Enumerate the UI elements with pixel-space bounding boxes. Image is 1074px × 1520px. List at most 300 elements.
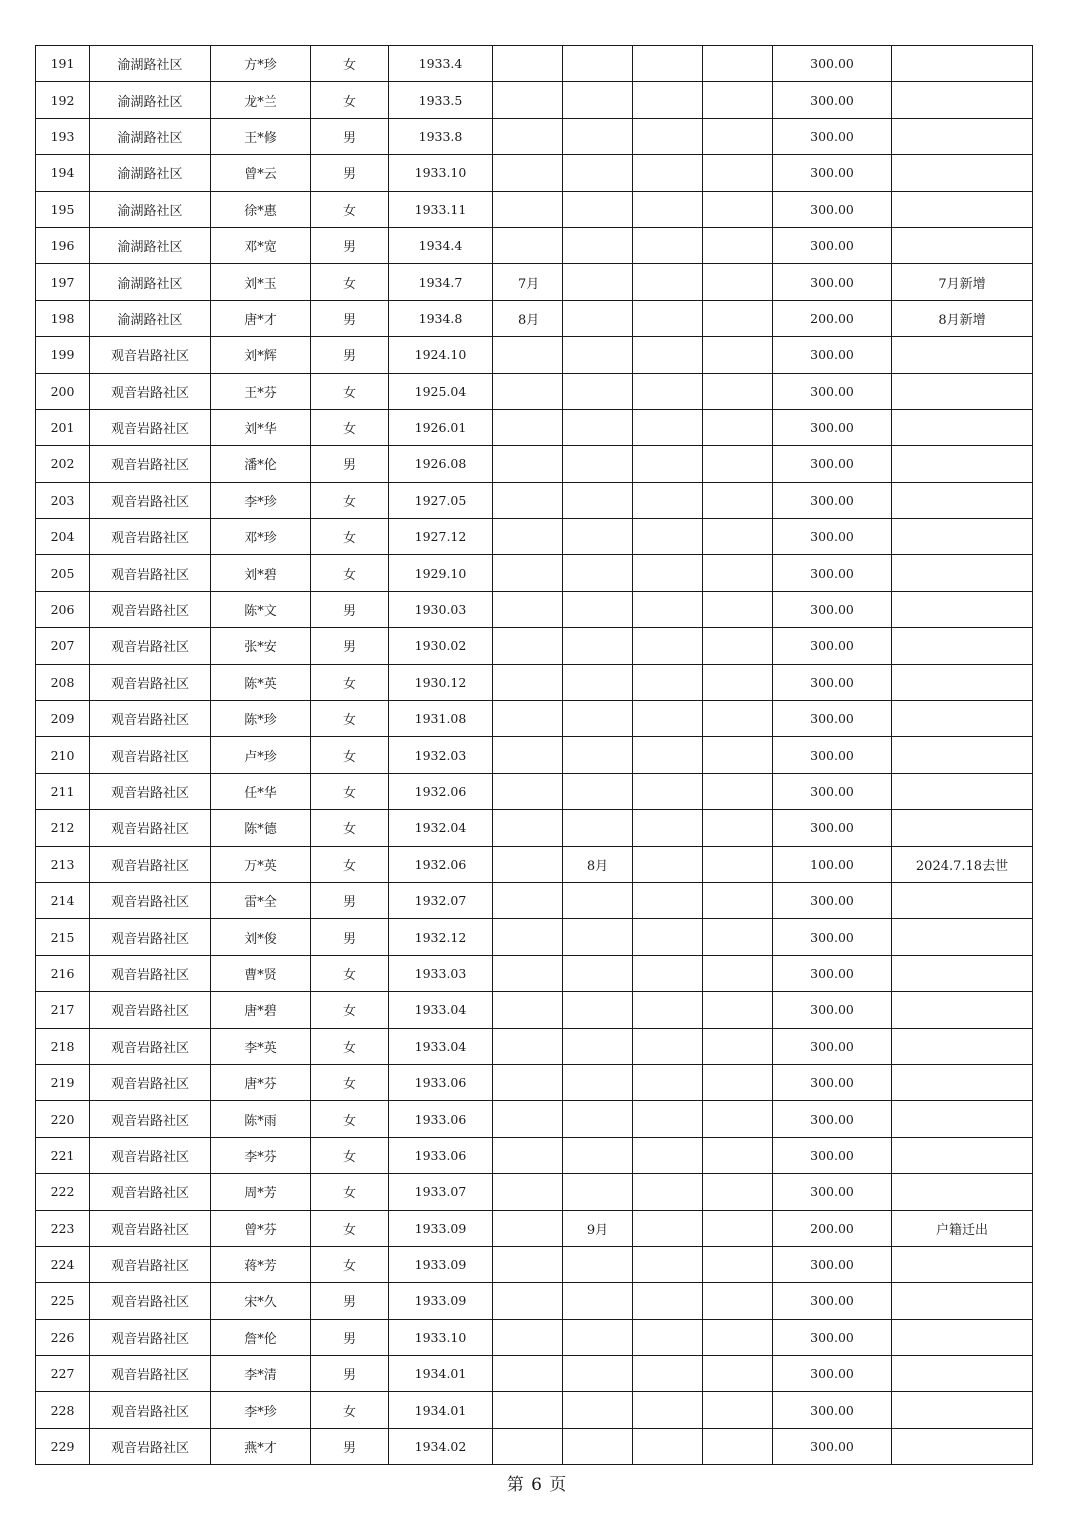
community-cell: 渝湖路社区 bbox=[90, 155, 211, 191]
table-row bbox=[36, 1392, 1033, 1428]
month-column-4-cell bbox=[703, 664, 773, 700]
gender-cell: 女 bbox=[311, 46, 389, 82]
community-cell: 观音岩路社区 bbox=[90, 664, 211, 700]
month-column-1-cell bbox=[493, 1137, 563, 1173]
birth-date-cell: 1934.02 bbox=[389, 1428, 493, 1464]
month-column-2-cell bbox=[563, 810, 633, 846]
month-column-3-cell bbox=[633, 227, 703, 263]
gender-cell: 女 bbox=[311, 1064, 389, 1100]
gender-cell: 女 bbox=[311, 264, 389, 300]
birth-date-cell: 1934.01 bbox=[389, 1356, 493, 1392]
month-column-4-cell bbox=[703, 264, 773, 300]
birth-date-cell: 1934.8 bbox=[389, 300, 493, 336]
table-row bbox=[36, 191, 1033, 227]
gender-cell: 男 bbox=[311, 337, 389, 373]
month-column-1-cell bbox=[493, 446, 563, 482]
remark-cell bbox=[892, 882, 1033, 918]
month-column-1-cell bbox=[493, 846, 563, 882]
month-column-4-cell bbox=[703, 409, 773, 445]
month-column-1-cell bbox=[493, 1028, 563, 1064]
month-column-3-cell bbox=[633, 1428, 703, 1464]
birth-date-cell: 1931.08 bbox=[389, 701, 493, 737]
gender-cell: 男 bbox=[311, 628, 389, 664]
community-cell: 渝湖路社区 bbox=[90, 46, 211, 82]
month-column-4-cell bbox=[703, 337, 773, 373]
birth-date-cell: 1933.07 bbox=[389, 1174, 493, 1210]
month-column-4-cell bbox=[703, 555, 773, 591]
month-column-2-cell bbox=[563, 882, 633, 918]
month-column-2-cell bbox=[563, 1064, 633, 1100]
month-column-1-cell bbox=[493, 46, 563, 82]
amount-cell: 300.00 bbox=[773, 1283, 892, 1319]
month-column-1-cell bbox=[493, 1428, 563, 1464]
table-row bbox=[36, 409, 1033, 445]
table-row bbox=[36, 955, 1033, 991]
serial-number-cell: 200 bbox=[36, 373, 90, 409]
table-body bbox=[36, 46, 1033, 1465]
month-column-2-cell bbox=[563, 155, 633, 191]
table-row bbox=[36, 1137, 1033, 1173]
community-cell: 观音岩路社区 bbox=[90, 1101, 211, 1137]
month-column-2-cell bbox=[563, 1246, 633, 1282]
serial-number-cell: 217 bbox=[36, 992, 90, 1028]
month-column-3-cell bbox=[633, 846, 703, 882]
month-column-2-cell bbox=[563, 409, 633, 445]
serial-number-cell: 194 bbox=[36, 155, 90, 191]
remark-cell: 7月新增 bbox=[892, 264, 1033, 300]
table-row bbox=[36, 664, 1033, 700]
serial-number-cell: 228 bbox=[36, 1392, 90, 1428]
month-column-1-cell bbox=[493, 1101, 563, 1137]
remark-cell bbox=[892, 118, 1033, 154]
birth-date-cell: 1924.10 bbox=[389, 337, 493, 373]
month-column-3-cell bbox=[633, 1392, 703, 1428]
remark-cell bbox=[892, 628, 1033, 664]
remark-cell bbox=[892, 1101, 1033, 1137]
serial-number-cell: 191 bbox=[36, 46, 90, 82]
month-column-1-cell bbox=[493, 1356, 563, 1392]
serial-number-cell: 208 bbox=[36, 664, 90, 700]
birth-date-cell: 1927.12 bbox=[389, 519, 493, 555]
gender-cell: 男 bbox=[311, 155, 389, 191]
remark-cell bbox=[892, 1064, 1033, 1100]
community-cell: 观音岩路社区 bbox=[90, 955, 211, 991]
amount-cell: 300.00 bbox=[773, 701, 892, 737]
name-cell: 雷*全 bbox=[211, 882, 311, 918]
gender-cell: 女 bbox=[311, 955, 389, 991]
table-row bbox=[36, 1283, 1033, 1319]
month-column-4-cell bbox=[703, 191, 773, 227]
amount-cell: 200.00 bbox=[773, 1210, 892, 1246]
month-column-4-cell bbox=[703, 1028, 773, 1064]
month-column-2-cell: 9月 bbox=[563, 1210, 633, 1246]
amount-cell: 300.00 bbox=[773, 446, 892, 482]
month-column-3-cell bbox=[633, 1283, 703, 1319]
month-column-3-cell bbox=[633, 264, 703, 300]
month-column-3-cell bbox=[633, 118, 703, 154]
month-column-2-cell bbox=[563, 591, 633, 627]
community-cell: 观音岩路社区 bbox=[90, 555, 211, 591]
table-row bbox=[36, 482, 1033, 518]
serial-number-cell: 212 bbox=[36, 810, 90, 846]
serial-number-cell: 214 bbox=[36, 882, 90, 918]
gender-cell: 女 bbox=[311, 810, 389, 846]
month-column-2-cell bbox=[563, 446, 633, 482]
gender-cell: 女 bbox=[311, 555, 389, 591]
birth-date-cell: 1933.06 bbox=[389, 1137, 493, 1173]
month-column-1-cell bbox=[493, 1246, 563, 1282]
serial-number-cell: 219 bbox=[36, 1064, 90, 1100]
month-column-4-cell bbox=[703, 919, 773, 955]
gender-cell: 男 bbox=[311, 919, 389, 955]
gender-cell: 男 bbox=[311, 1356, 389, 1392]
table-row bbox=[36, 555, 1033, 591]
month-column-3-cell bbox=[633, 446, 703, 482]
amount-cell: 300.00 bbox=[773, 1246, 892, 1282]
birth-date-cell: 1930.12 bbox=[389, 664, 493, 700]
name-cell: 张*安 bbox=[211, 628, 311, 664]
amount-cell: 300.00 bbox=[773, 409, 892, 445]
page-number: 第 6 页 bbox=[506, 1475, 568, 1495]
remark-cell bbox=[892, 373, 1033, 409]
amount-cell: 300.00 bbox=[773, 1392, 892, 1428]
table-row bbox=[36, 810, 1033, 846]
month-column-4-cell bbox=[703, 1392, 773, 1428]
birth-date-cell: 1932.06 bbox=[389, 773, 493, 809]
remark-cell bbox=[892, 701, 1033, 737]
gender-cell: 女 bbox=[311, 1028, 389, 1064]
amount-cell: 300.00 bbox=[773, 628, 892, 664]
amount-cell: 300.00 bbox=[773, 337, 892, 373]
month-column-2-cell bbox=[563, 1356, 633, 1392]
serial-number-cell: 203 bbox=[36, 482, 90, 518]
community-cell: 观音岩路社区 bbox=[90, 1356, 211, 1392]
month-column-4-cell bbox=[703, 519, 773, 555]
birth-date-cell: 1933.04 bbox=[389, 1028, 493, 1064]
table-row bbox=[36, 1319, 1033, 1355]
gender-cell: 女 bbox=[311, 737, 389, 773]
community-cell: 观音岩路社区 bbox=[90, 409, 211, 445]
birth-date-cell: 1933.04 bbox=[389, 992, 493, 1028]
serial-number-cell: 198 bbox=[36, 300, 90, 336]
amount-cell: 300.00 bbox=[773, 1319, 892, 1355]
name-cell: 陈*珍 bbox=[211, 701, 311, 737]
table-row bbox=[36, 628, 1033, 664]
month-column-3-cell bbox=[633, 701, 703, 737]
amount-cell: 100.00 bbox=[773, 846, 892, 882]
name-cell: 刘*辉 bbox=[211, 337, 311, 373]
remark-cell bbox=[892, 155, 1033, 191]
amount-cell: 300.00 bbox=[773, 155, 892, 191]
community-cell: 观音岩路社区 bbox=[90, 1028, 211, 1064]
month-column-2-cell bbox=[563, 118, 633, 154]
month-column-3-cell bbox=[633, 1028, 703, 1064]
month-column-1-cell bbox=[493, 1392, 563, 1428]
month-column-4-cell bbox=[703, 1137, 773, 1173]
month-column-3-cell bbox=[633, 1319, 703, 1355]
remark-cell bbox=[892, 1283, 1033, 1319]
month-column-4-cell bbox=[703, 1101, 773, 1137]
month-column-2-cell: 8月 bbox=[563, 846, 633, 882]
serial-number-cell: 202 bbox=[36, 446, 90, 482]
month-column-1-cell bbox=[493, 155, 563, 191]
name-cell: 王*芬 bbox=[211, 373, 311, 409]
name-cell: 陈*雨 bbox=[211, 1101, 311, 1137]
community-cell: 观音岩路社区 bbox=[90, 810, 211, 846]
table-row bbox=[36, 1101, 1033, 1137]
month-column-3-cell bbox=[633, 46, 703, 82]
month-column-4-cell bbox=[703, 1428, 773, 1464]
amount-cell: 200.00 bbox=[773, 300, 892, 336]
remark-cell: 户籍迁出 bbox=[892, 1210, 1033, 1246]
community-cell: 观音岩路社区 bbox=[90, 1428, 211, 1464]
name-cell: 燕*才 bbox=[211, 1428, 311, 1464]
name-cell: 陈*德 bbox=[211, 810, 311, 846]
name-cell: 刘*碧 bbox=[211, 555, 311, 591]
table-row bbox=[36, 919, 1033, 955]
month-column-2-cell bbox=[563, 555, 633, 591]
birth-date-cell: 1932.07 bbox=[389, 882, 493, 918]
birth-date-cell: 1925.04 bbox=[389, 373, 493, 409]
month-column-4-cell bbox=[703, 155, 773, 191]
gender-cell: 女 bbox=[311, 82, 389, 118]
month-column-2-cell bbox=[563, 1137, 633, 1173]
month-column-1-cell bbox=[493, 882, 563, 918]
remark-cell bbox=[892, 191, 1033, 227]
month-column-3-cell bbox=[633, 992, 703, 1028]
serial-number-cell: 193 bbox=[36, 118, 90, 154]
community-cell: 观音岩路社区 bbox=[90, 1283, 211, 1319]
month-column-3-cell bbox=[633, 1246, 703, 1282]
table-row bbox=[36, 227, 1033, 263]
month-column-1-cell bbox=[493, 1283, 563, 1319]
amount-cell: 300.00 bbox=[773, 1101, 892, 1137]
month-column-1-cell bbox=[493, 482, 563, 518]
amount-cell: 300.00 bbox=[773, 737, 892, 773]
name-cell: 邓*珍 bbox=[211, 519, 311, 555]
month-column-3-cell bbox=[633, 373, 703, 409]
community-cell: 观音岩路社区 bbox=[90, 337, 211, 373]
name-cell: 陈*文 bbox=[211, 591, 311, 627]
month-column-2-cell bbox=[563, 1174, 633, 1210]
month-column-1-cell bbox=[493, 992, 563, 1028]
remark-cell bbox=[892, 591, 1033, 627]
birth-date-cell: 1933.06 bbox=[389, 1101, 493, 1137]
month-column-3-cell bbox=[633, 737, 703, 773]
name-cell: 詹*伦 bbox=[211, 1319, 311, 1355]
month-column-3-cell bbox=[633, 1137, 703, 1173]
month-column-1-cell bbox=[493, 1064, 563, 1100]
birth-date-cell: 1926.08 bbox=[389, 446, 493, 482]
name-cell: 刘*俊 bbox=[211, 919, 311, 955]
community-cell: 观音岩路社区 bbox=[90, 773, 211, 809]
month-column-1-cell bbox=[493, 955, 563, 991]
month-column-2-cell bbox=[563, 773, 633, 809]
community-cell: 观音岩路社区 bbox=[90, 482, 211, 518]
serial-number-cell: 195 bbox=[36, 191, 90, 227]
month-column-3-cell bbox=[633, 810, 703, 846]
month-column-3-cell bbox=[633, 300, 703, 336]
name-cell: 徐*惠 bbox=[211, 191, 311, 227]
table-row bbox=[36, 446, 1033, 482]
remark-cell bbox=[892, 1356, 1033, 1392]
month-column-2-cell bbox=[563, 1283, 633, 1319]
serial-number-cell: 223 bbox=[36, 1210, 90, 1246]
name-cell: 蒋*芳 bbox=[211, 1246, 311, 1282]
month-column-1-cell bbox=[493, 409, 563, 445]
month-column-3-cell bbox=[633, 955, 703, 991]
month-column-3-cell bbox=[633, 1101, 703, 1137]
serial-number-cell: 197 bbox=[36, 264, 90, 300]
month-column-4-cell bbox=[703, 628, 773, 664]
community-cell: 渝湖路社区 bbox=[90, 300, 211, 336]
amount-cell: 300.00 bbox=[773, 227, 892, 263]
amount-cell: 300.00 bbox=[773, 591, 892, 627]
birth-date-cell: 1933.09 bbox=[389, 1246, 493, 1282]
remark-cell bbox=[892, 1174, 1033, 1210]
month-column-1-cell bbox=[493, 1210, 563, 1246]
birth-date-cell: 1933.5 bbox=[389, 82, 493, 118]
birth-date-cell: 1933.09 bbox=[389, 1210, 493, 1246]
serial-number-cell: 210 bbox=[36, 737, 90, 773]
name-cell: 邓*宽 bbox=[211, 227, 311, 263]
month-column-3-cell bbox=[633, 1356, 703, 1392]
community-cell: 观音岩路社区 bbox=[90, 882, 211, 918]
name-cell: 曾*云 bbox=[211, 155, 311, 191]
community-cell: 渝湖路社区 bbox=[90, 264, 211, 300]
remark-cell bbox=[892, 227, 1033, 263]
month-column-3-cell bbox=[633, 519, 703, 555]
serial-number-cell: 196 bbox=[36, 227, 90, 263]
serial-number-cell: 213 bbox=[36, 846, 90, 882]
name-cell: 任*华 bbox=[211, 773, 311, 809]
month-column-4-cell bbox=[703, 591, 773, 627]
month-column-1-cell bbox=[493, 227, 563, 263]
serial-number-cell: 224 bbox=[36, 1246, 90, 1282]
remark-cell bbox=[892, 919, 1033, 955]
serial-number-cell: 215 bbox=[36, 919, 90, 955]
community-cell: 观音岩路社区 bbox=[90, 737, 211, 773]
month-column-4-cell bbox=[703, 773, 773, 809]
remark-cell: 2024.7.18去世 bbox=[892, 846, 1033, 882]
community-cell: 观音岩路社区 bbox=[90, 1210, 211, 1246]
serial-number-cell: 227 bbox=[36, 1356, 90, 1392]
month-column-2-cell bbox=[563, 519, 633, 555]
month-column-3-cell bbox=[633, 919, 703, 955]
gender-cell: 男 bbox=[311, 118, 389, 154]
community-cell: 观音岩路社区 bbox=[90, 1064, 211, 1100]
serial-number-cell: 216 bbox=[36, 955, 90, 991]
month-column-1-cell bbox=[493, 373, 563, 409]
month-column-3-cell bbox=[633, 337, 703, 373]
name-cell: 李*芬 bbox=[211, 1137, 311, 1173]
gender-cell: 女 bbox=[311, 409, 389, 445]
month-column-3-cell bbox=[633, 1064, 703, 1100]
table-row bbox=[36, 1356, 1033, 1392]
remark-cell bbox=[892, 46, 1033, 82]
remark-cell bbox=[892, 1392, 1033, 1428]
name-cell: 龙*兰 bbox=[211, 82, 311, 118]
month-column-4-cell bbox=[703, 1283, 773, 1319]
month-column-4-cell bbox=[703, 46, 773, 82]
month-column-3-cell bbox=[633, 555, 703, 591]
community-cell: 观音岩路社区 bbox=[90, 846, 211, 882]
name-cell: 李*英 bbox=[211, 1028, 311, 1064]
community-cell: 观音岩路社区 bbox=[90, 1246, 211, 1282]
month-column-1-cell bbox=[493, 1319, 563, 1355]
serial-number-cell: 226 bbox=[36, 1319, 90, 1355]
birth-date-cell: 1933.11 bbox=[389, 191, 493, 227]
month-column-3-cell bbox=[633, 1174, 703, 1210]
birth-date-cell: 1932.12 bbox=[389, 919, 493, 955]
amount-cell: 300.00 bbox=[773, 1356, 892, 1392]
name-cell: 刘*华 bbox=[211, 409, 311, 445]
month-column-4-cell bbox=[703, 118, 773, 154]
month-column-1-cell bbox=[493, 664, 563, 700]
birth-date-cell: 1933.8 bbox=[389, 118, 493, 154]
birth-date-cell: 1933.03 bbox=[389, 955, 493, 991]
community-cell: 观音岩路社区 bbox=[90, 373, 211, 409]
amount-cell: 300.00 bbox=[773, 264, 892, 300]
month-column-1-cell bbox=[493, 773, 563, 809]
birth-date-cell: 1927.05 bbox=[389, 482, 493, 518]
birth-date-cell: 1933.06 bbox=[389, 1064, 493, 1100]
month-column-2-cell bbox=[563, 955, 633, 991]
gender-cell: 女 bbox=[311, 1246, 389, 1282]
gender-cell: 女 bbox=[311, 519, 389, 555]
month-column-2-cell bbox=[563, 1428, 633, 1464]
gender-cell: 男 bbox=[311, 1283, 389, 1319]
name-cell: 方*珍 bbox=[211, 46, 311, 82]
birth-date-cell: 1934.7 bbox=[389, 264, 493, 300]
month-column-4-cell bbox=[703, 737, 773, 773]
birth-date-cell: 1930.02 bbox=[389, 628, 493, 664]
month-column-3-cell bbox=[633, 409, 703, 445]
month-column-3-cell bbox=[633, 191, 703, 227]
table-row bbox=[36, 1428, 1033, 1464]
community-cell: 渝湖路社区 bbox=[90, 118, 211, 154]
month-column-2-cell bbox=[563, 1101, 633, 1137]
month-column-2-cell bbox=[563, 1028, 633, 1064]
month-column-3-cell bbox=[633, 482, 703, 518]
serial-number-cell: 192 bbox=[36, 82, 90, 118]
month-column-3-cell bbox=[633, 155, 703, 191]
month-column-2-cell bbox=[563, 1319, 633, 1355]
month-column-4-cell bbox=[703, 82, 773, 118]
month-column-3-cell bbox=[633, 882, 703, 918]
month-column-2-cell bbox=[563, 191, 633, 227]
month-column-1-cell bbox=[493, 118, 563, 154]
serial-number-cell: 199 bbox=[36, 337, 90, 373]
serial-number-cell: 209 bbox=[36, 701, 90, 737]
month-column-4-cell bbox=[703, 1246, 773, 1282]
month-column-2-cell bbox=[563, 919, 633, 955]
month-column-1-cell bbox=[493, 82, 563, 118]
month-column-1-cell bbox=[493, 337, 563, 373]
gender-cell: 男 bbox=[311, 1319, 389, 1355]
gender-cell: 男 bbox=[311, 591, 389, 627]
birth-date-cell: 1932.04 bbox=[389, 810, 493, 846]
birth-date-cell: 1933.10 bbox=[389, 155, 493, 191]
month-column-1-cell: 8月 bbox=[493, 300, 563, 336]
month-column-2-cell bbox=[563, 373, 633, 409]
birth-date-cell: 1933.09 bbox=[389, 1283, 493, 1319]
amount-cell: 300.00 bbox=[773, 1174, 892, 1210]
month-column-1-cell bbox=[493, 701, 563, 737]
community-cell: 观音岩路社区 bbox=[90, 1392, 211, 1428]
amount-cell: 300.00 bbox=[773, 1028, 892, 1064]
month-column-2-cell bbox=[563, 628, 633, 664]
